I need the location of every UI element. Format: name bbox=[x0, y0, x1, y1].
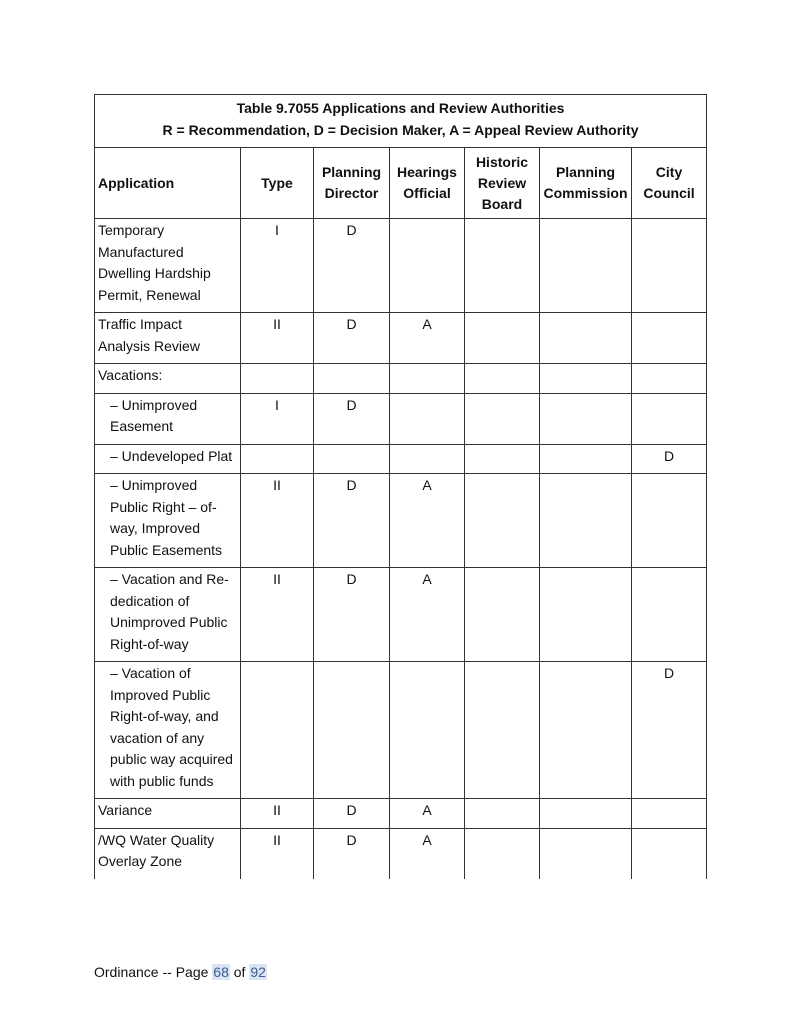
row-planning-commission bbox=[540, 393, 632, 444]
row-historic-review-board bbox=[465, 662, 540, 799]
table-row bbox=[95, 662, 707, 799]
row-hearings-official bbox=[390, 219, 465, 313]
row-application: Variance bbox=[95, 799, 241, 829]
row-historic-review-board bbox=[465, 828, 540, 879]
row-type: II bbox=[241, 828, 314, 879]
row-city-council bbox=[632, 364, 707, 394]
row-city-council bbox=[632, 313, 707, 364]
row-planning-commission bbox=[540, 444, 632, 474]
row-type bbox=[241, 444, 314, 474]
row-application: /WQ Water Quality Overlay Zone bbox=[95, 828, 241, 879]
table-caption bbox=[95, 95, 707, 148]
row-city-council bbox=[632, 393, 707, 444]
row-city-council bbox=[632, 799, 707, 829]
header-planning-commission: Planning Commission bbox=[540, 148, 632, 219]
row-planning-director bbox=[314, 364, 390, 394]
row-hearings-official bbox=[390, 444, 465, 474]
row-planning-commission bbox=[540, 474, 632, 568]
row-type bbox=[241, 662, 314, 799]
row-historic-review-board bbox=[465, 364, 540, 394]
row-historic-review-board bbox=[465, 313, 540, 364]
table-row bbox=[95, 799, 707, 829]
row-planning-director: D bbox=[314, 393, 390, 444]
header-city-council: City Council bbox=[632, 148, 707, 219]
row-planning-commission bbox=[540, 313, 632, 364]
row-hearings-official: A bbox=[390, 568, 465, 662]
table-legend: R = Recommendation, D = Decision Maker, A = Appeal Review Authority bbox=[162, 121, 639, 138]
row-planning-director: D bbox=[314, 828, 390, 879]
footer-of: of bbox=[233, 964, 246, 980]
row-hearings-official bbox=[390, 364, 465, 394]
row-type: II bbox=[241, 568, 314, 662]
row-planning-commission bbox=[540, 662, 632, 799]
footer-total-pages: 92 bbox=[250, 964, 266, 980]
row-application: Temporary Manufactured Dwelling Hardship Permit, Renewal bbox=[95, 219, 241, 313]
table-row bbox=[95, 828, 707, 879]
table-title: Table 9.7055 Applications and Review Authorities bbox=[236, 100, 565, 116]
table-row bbox=[95, 364, 707, 394]
row-planning-director: D bbox=[314, 799, 390, 829]
header-application: Application bbox=[95, 148, 241, 219]
header-historic-review-board: Historic Review Board bbox=[465, 148, 540, 219]
header-hearings-official: Hearings Official bbox=[390, 148, 465, 219]
table-row bbox=[95, 444, 707, 474]
row-planning-commission bbox=[540, 828, 632, 879]
row-historic-review-board bbox=[465, 568, 540, 662]
row-planning-commission bbox=[540, 568, 632, 662]
row-type bbox=[241, 364, 314, 394]
row-planning-director: D bbox=[314, 313, 390, 364]
row-city-council bbox=[632, 474, 707, 568]
row-type: II bbox=[241, 474, 314, 568]
applications-table bbox=[94, 94, 707, 879]
page-footer bbox=[94, 961, 267, 983]
row-planning-commission bbox=[540, 219, 632, 313]
row-application: – Vacation of Improved Public Right-of-way, and vacation of any public way acquired with public funds bbox=[95, 662, 241, 799]
table-row bbox=[95, 474, 707, 568]
row-city-council: D bbox=[632, 444, 707, 474]
row-city-council bbox=[632, 828, 707, 879]
row-application: Traffic Impact Analysis Review bbox=[95, 313, 241, 364]
row-application: – Undeveloped Plat bbox=[95, 444, 241, 474]
header-type: Type bbox=[241, 148, 314, 219]
table-row bbox=[95, 393, 707, 444]
row-historic-review-board bbox=[465, 393, 540, 444]
row-city-council: D bbox=[632, 662, 707, 799]
row-city-council bbox=[632, 219, 707, 313]
row-planning-commission bbox=[540, 364, 632, 394]
row-application: – Unimproved Easement bbox=[95, 393, 241, 444]
row-application: – Unimproved Public Right – of-way, Improved Public Easements bbox=[95, 474, 241, 568]
row-historic-review-board bbox=[465, 474, 540, 568]
row-planning-director: D bbox=[314, 568, 390, 662]
row-hearings-official: A bbox=[390, 313, 465, 364]
row-historic-review-board bbox=[465, 799, 540, 829]
footer-prefix: Ordinance -- Page bbox=[94, 964, 209, 980]
footer-page-number: 68 bbox=[213, 964, 229, 980]
row-type: I bbox=[241, 219, 314, 313]
row-type: II bbox=[241, 799, 314, 829]
row-planning-director: D bbox=[314, 219, 390, 313]
row-planning-director: D bbox=[314, 474, 390, 568]
row-type: II bbox=[241, 313, 314, 364]
row-city-council bbox=[632, 568, 707, 662]
table-row bbox=[95, 219, 707, 313]
row-planning-commission bbox=[540, 799, 632, 829]
row-type: I bbox=[241, 393, 314, 444]
row-historic-review-board bbox=[465, 444, 540, 474]
table-body bbox=[95, 219, 707, 879]
row-historic-review-board bbox=[465, 219, 540, 313]
row-hearings-official bbox=[390, 393, 465, 444]
row-hearings-official: A bbox=[390, 799, 465, 829]
row-hearings-official: A bbox=[390, 474, 465, 568]
table-header-row bbox=[95, 148, 707, 219]
row-planning-director bbox=[314, 662, 390, 799]
row-application: Vacations: bbox=[95, 364, 241, 394]
header-planning-director: Planning Director bbox=[314, 148, 390, 219]
row-application: – Vacation and Re-dedication of Unimproved Public Right-of-way bbox=[95, 568, 241, 662]
row-planning-director bbox=[314, 444, 390, 474]
row-hearings-official bbox=[390, 662, 465, 799]
table-row bbox=[95, 313, 707, 364]
table-row bbox=[95, 568, 707, 662]
row-hearings-official: A bbox=[390, 828, 465, 879]
